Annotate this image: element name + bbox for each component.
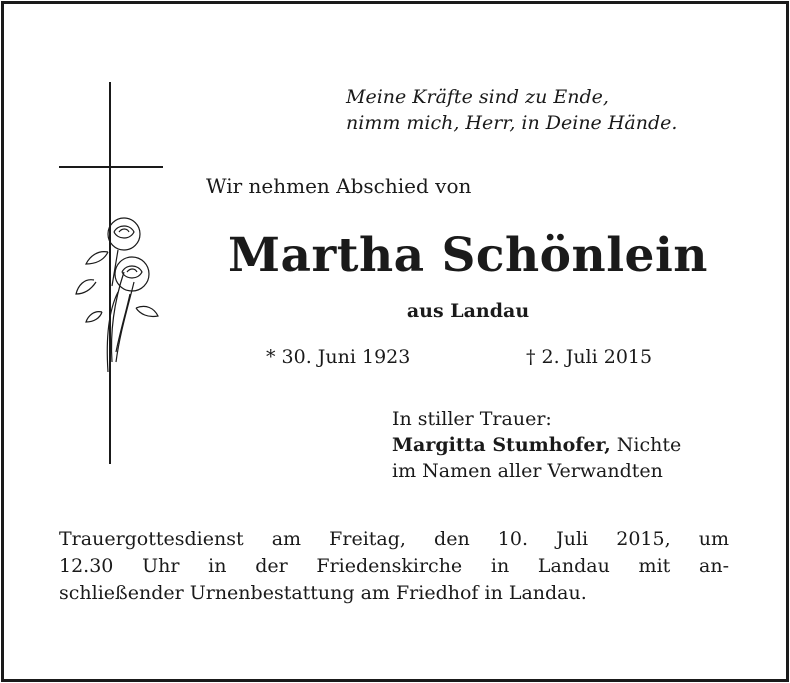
intro-text: Wir nehmen Abschied von [206,174,472,198]
deceased-name: Martha Schönlein [228,228,708,283]
obituary-notice [1,1,789,682]
deceased-origin: aus Landau [406,300,530,322]
mourners-others: im Namen aller Verwandten [392,460,663,482]
service-line: 12.30 Uhr in der Friedenskirche in Landau mit an- [59,555,729,577]
service-line: schließender Urnenbestattung am Friedhof in Landau. [59,582,587,604]
service-info [59,526,729,607]
motto-verse [346,84,677,136]
mourner-relation: Nichte [610,434,682,456]
motto-line: nimm mich, Herr, in Deine Hände. [346,112,678,134]
mourner-name: Margitta Stumhofer, [392,434,611,456]
service-line: Trauergottesdienst am Freitag, den 10. Juli 2015, um [59,528,729,550]
mourners-block [392,406,681,484]
birth-date: * 30. Juni 1923 [266,346,411,368]
death-date: † 2. Juli 2015 [526,346,653,368]
mourner-line [392,432,681,458]
motto-line: Meine Kräfte sind zu Ende, [346,86,609,108]
cross-icon-bar [59,166,163,168]
mourners-heading: In stiller Trauer: [392,408,552,430]
